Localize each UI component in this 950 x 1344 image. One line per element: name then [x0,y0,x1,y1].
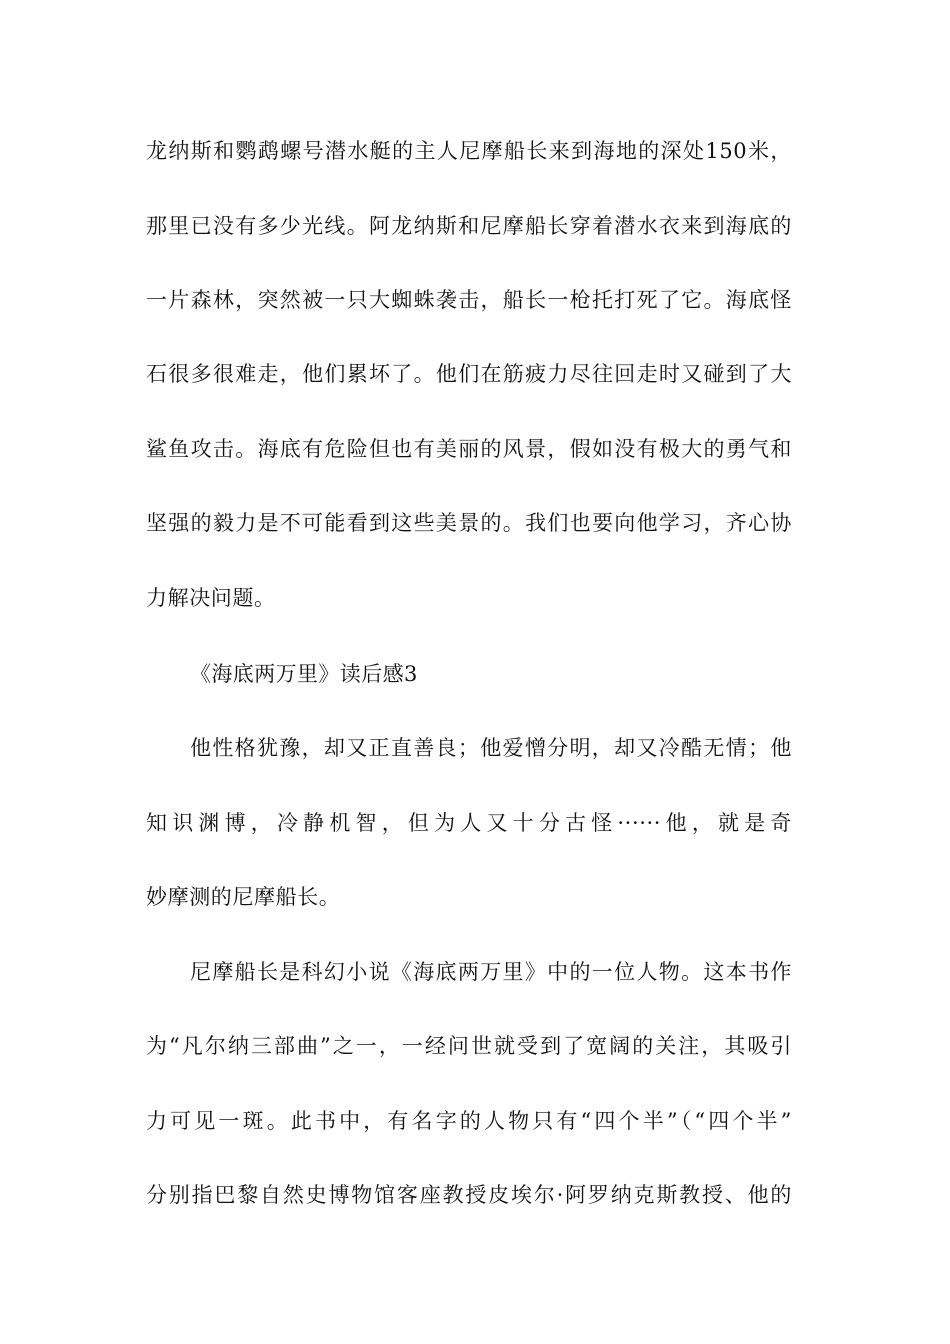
paragraph-3-line-4: 分别指巴黎自然史博物馆客座教授皮埃尔·阿罗纳克斯教授、他的 [146,1183,792,1207]
paragraph-1-line-1: 龙纳斯和鹦鹉螺号潜水艇的主人尼摩船长来到海地的深处150米， [146,139,792,163]
paragraph-1-line-3: 一片森林，突然被一只大蜘蛛袭击，船长一枪托打死了它。海底怪 [146,288,792,312]
paragraph-3-line-1: 尼摩船长是科幻小说《海底两万里》中的一位人物。这本书作 [190,960,792,984]
paragraph-2-line-2: 知识渊博，冷静机智，但为人又十分古怪······他，就是奇 [146,811,792,835]
paragraph-1-line-4: 石很多很难走，他们累坏了。他们在筋疲力尽往回走时又碰到了大 [146,362,792,386]
paragraph-1-line-2: 那里已没有多少光线。阿龙纳斯和尼摩船长穿着潜水衣来到海底的 [146,214,792,238]
paragraph-3-line-3: 力可见一斑。此书中，有名字的人物只有“四个半”（“四个半” [146,1109,792,1133]
paragraph-2-line-3: 妙摩测的尼摩船长。 [146,885,341,909]
paragraph-3-line-2: 为“凡尔纳三部曲”之一，一经问世就受到了宽阔的关注，其吸引 [146,1034,792,1058]
paragraph-2-line-1: 他性格犹豫，却又正直善良；他爱憎分明，却又冷酷无情；他 [190,736,792,760]
section-heading: 《海底两万里》读后感3 [190,662,418,686]
paragraph-1-line-7: 力解决问题。 [146,586,276,610]
paragraph-1-line-6: 坚强的毅力是不可能看到这些美景的。我们也要向他学习，齐心协 [146,511,792,535]
paragraph-1-line-5: 鲨鱼攻击。海底有危险但也有美丽的风景，假如没有极大的勇气和 [146,437,792,461]
